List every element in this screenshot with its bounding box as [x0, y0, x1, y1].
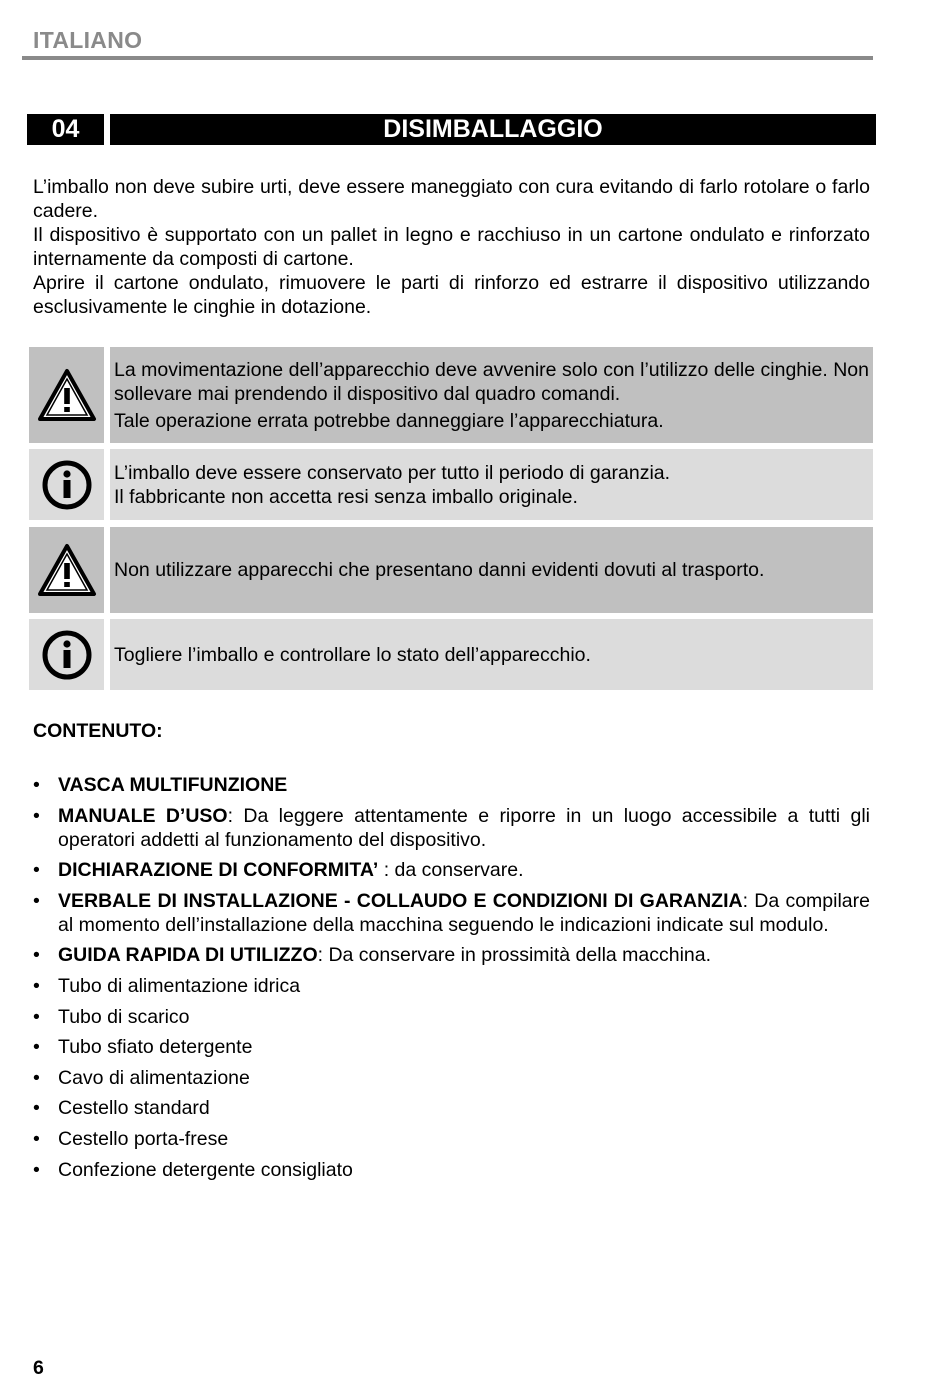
list-item — [33, 974, 870, 998]
warning-notice — [29, 527, 873, 613]
warning-triangle-icon — [37, 543, 97, 597]
page-number: 6 — [33, 1357, 44, 1378]
list-item — [33, 1127, 870, 1151]
notice-line: L’imballo deve essere conservato per tutto il periodo di garanzia. — [114, 462, 671, 484]
language-header: ITALIANO — [33, 27, 143, 53]
notice-text — [110, 449, 873, 520]
item-text: Cestello standard — [58, 1097, 210, 1120]
header-divider — [22, 56, 873, 60]
item-bold: VASCA MULTIFUNZIONE — [58, 774, 288, 796]
notice-line: Non utilizzare apparecchi che presentano danni evidenti dovuti al trasporto. — [114, 559, 765, 581]
intro-paragraph: L’imballo non deve subire urti, deve essere maneggiato con cura evitando di farlo rotolare o farlo cadere. — [33, 176, 870, 222]
notice-line: Tale operazione errata potrebbe danneggiare l’apparecchiatura. — [114, 409, 664, 432]
list-item — [33, 1066, 870, 1090]
list-item — [33, 858, 870, 882]
warning-icon-cell — [29, 347, 104, 443]
item-bold: MANUALE D’USO — [58, 804, 228, 827]
item-text: : Da leggere attentamente e riporre in un luogo accessibile a tutti gli operatori addetti al funzionamento del dispositivo. — [58, 804, 871, 851]
contents-list — [33, 773, 870, 1188]
info-icon — [41, 629, 93, 681]
item-bold: DICHIARAZIONE DI CONFORMITA’ — [58, 859, 379, 882]
item-text: Cestello porta-frese — [58, 1127, 229, 1150]
intro-paragraph: Aprire il cartone ondulato, rimuovere le parti di rinforzo ed estrarre il dispositivo utilizzando esclusivamente le cinghie in dotazione. — [33, 272, 870, 318]
list-item — [33, 1005, 870, 1029]
item-text: Confezione detergente consigliato — [58, 1158, 353, 1181]
warning-notice — [29, 347, 873, 443]
notice-line: Togliere l’imballo e controllare lo stato dell’apparecchio. — [114, 643, 591, 666]
list-item — [33, 943, 870, 967]
item-text: Tubo di scarico — [58, 1005, 190, 1028]
section-number: 04 — [27, 114, 104, 145]
item-text: : Da conservare in prossimità della macchina. — [317, 944, 712, 967]
list-item — [33, 1096, 870, 1120]
notice-line: La movimentazione dell’apparecchio deve avvenire solo con l’utilizzo delle cinghie. Non sollevare mai prendendo il dispositivo dal quadro comandi. — [114, 358, 869, 405]
list-item — [33, 804, 870, 852]
item-text: Cavo di alimentazione — [58, 1066, 250, 1089]
item-bold: VERBALE DI INSTALLAZIONE - COLLAUDO E CONDIZIONI DI GARANZIA — [58, 889, 743, 912]
intro-paragraph: Il dispositivo è supportato con un pallet in legno e racchiuso in un cartone ondulato e rinforzato internamente da composti di cartone. — [33, 224, 870, 270]
intro-text — [33, 175, 870, 319]
info-notice — [29, 449, 873, 520]
item-bold: GUIDA RAPIDA DI UTILIZZO — [58, 944, 318, 967]
notice-line: Il fabbricante non accetta resi senza imballo originale. — [114, 486, 578, 508]
notice-text — [110, 347, 873, 443]
list-item — [33, 889, 870, 937]
item-text: Tubo di alimentazione idrica — [58, 974, 301, 997]
info-icon-cell — [29, 449, 104, 520]
list-item — [33, 773, 870, 797]
info-icon-cell — [29, 619, 104, 690]
warning-triangle-icon — [37, 368, 97, 422]
item-text: : Da compilare al momento dell’installazione della macchina seguendo le indicazioni indicate sul modulo. — [58, 889, 870, 936]
contents-heading: CONTENUTO: — [33, 720, 163, 742]
item-text: Tubo sfiato detergente — [58, 1036, 253, 1059]
notice-text — [110, 527, 873, 613]
section-title: DISIMBALLAGGIO — [110, 114, 876, 145]
info-icon — [41, 459, 93, 511]
info-notice — [29, 619, 873, 690]
item-text: : da conservare. — [378, 859, 524, 882]
notice-text — [110, 619, 873, 690]
list-item — [33, 1158, 870, 1182]
warning-icon-cell — [29, 527, 104, 613]
list-item — [33, 1035, 870, 1059]
